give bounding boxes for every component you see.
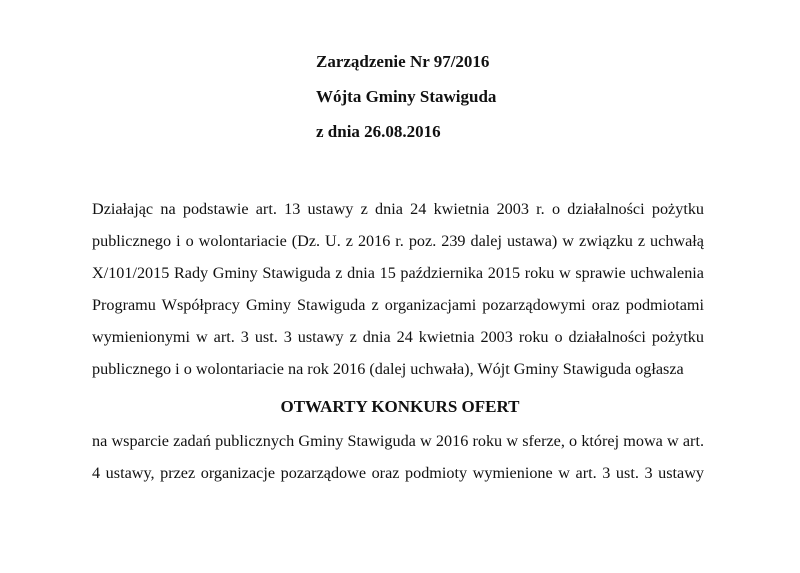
paragraph-line: na wsparcie zadań publicznych Gminy Stawiguda w 2016 roku w sferze, o której mowa w art. <box>92 432 704 450</box>
paragraph-line: 4 ustawy, przez organizacje pozarządowe oraz podmioty wymienione w art. 3 ust. 3 ustawy <box>92 464 704 482</box>
issue-date: z dnia 26.08.2016 <box>316 122 441 141</box>
competition-title: OTWARTY KONKURS OFERT <box>280 397 520 416</box>
paragraph-line: wymienionymi w art. 3 ust. 3 ustawy z dnia 24 kwietnia 2003 roku o działalności pożytku <box>92 328 704 346</box>
paragraph-line: publicznego i o wolontariacie (Dz. U. z 2016 r. poz. 239 dalej ustawa) w związku z uchwałą <box>92 232 704 250</box>
issuer: Wójta Gminy Stawiguda <box>316 87 497 106</box>
preamble-paragraph <box>92 193 704 385</box>
competition-description <box>92 425 704 489</box>
ordinance-number: Zarządzenie Nr 97/2016 <box>316 52 490 71</box>
paragraph-line: publicznego i o wolontariacie na rok 2016 (dalej uchwała), Wójt Gminy Stawiguda ogłasza <box>92 360 684 378</box>
document-header <box>316 44 496 149</box>
paragraph-line: Działając na podstawie art. 13 ustawy z dnia 24 kwietnia 2003 r. o działalności pożytku <box>92 200 704 218</box>
paragraph-line: Programu Współpracy Gminy Stawiguda z organizacjami pozarządowymi oraz podmiotami <box>92 296 704 314</box>
paragraph-line: X/101/2015 Rady Gminy Stawiguda z dnia 15 października 2015 roku w sprawie uchwalenia <box>92 264 704 282</box>
